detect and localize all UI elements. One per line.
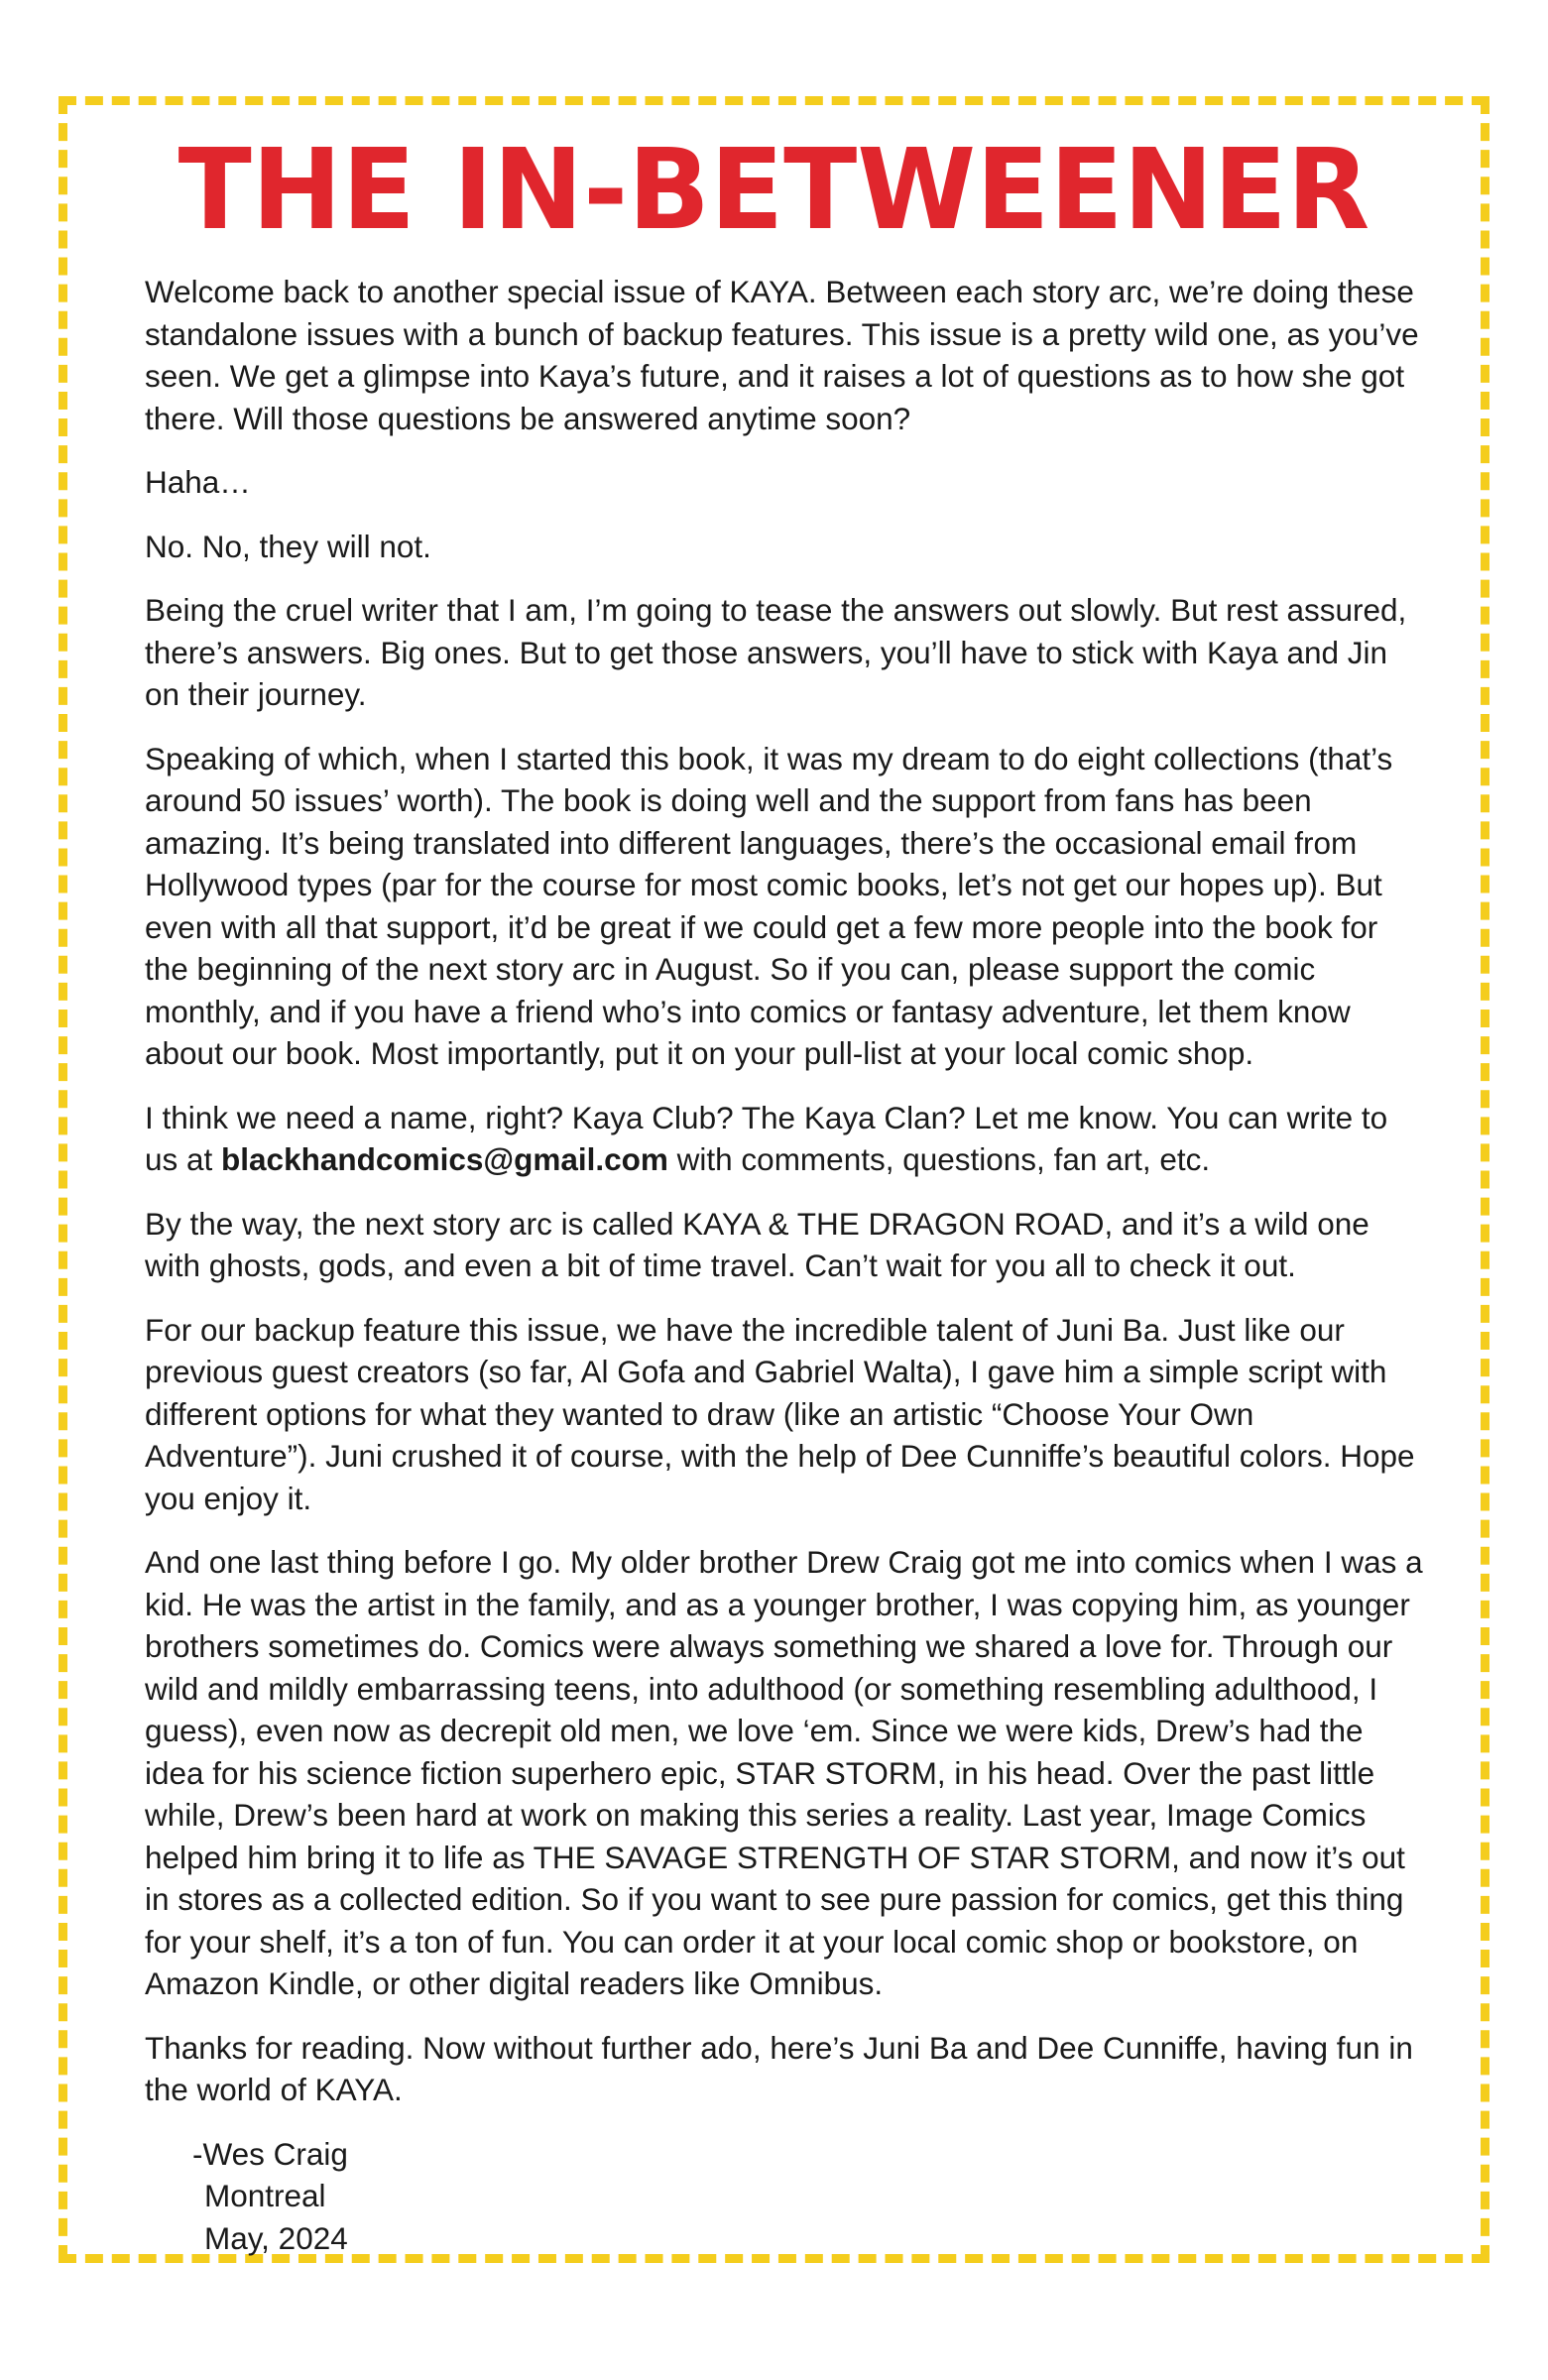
paragraph-haha: Haha…: [145, 464, 251, 500]
paragraph-backup-feature: For our backup feature this issue, we have the incredible talent of Juni Ba. Just like our previous guest creators (so far, Al Gofa and Gabriel Walta), I gave him a simple script with different options for what they wanted to draw (like an artistic “Choose Your Own Adventure”). Juni crushed it of course, with the help of Dee Cunniffe’s beautiful colors. Hope you enjoy it.: [145, 1311, 1415, 1516]
paragraph-no: No. No, they will not.: [145, 528, 431, 564]
contact-text-before: I think we need a name, right? Kaya Club? The Kaya Clan? Let me know. You can write to us at: [145, 1099, 1388, 1177]
paragraph-contact: [145, 1097, 1426, 1181]
paragraph-collections: Speaking of which, when I started this book, it was my dream to do eight collections (that’s around 50 issues’ worth). The book is doing well and the support from fans has been amazing. It’s being translated into different languages, there’s the occasional email from Hollywood types (par for the course for most comic books, let’s not get our hopes up). But even with all that support, it’d be great if we could get a few more people into the book for the beginning of the next story arc in August. So if you can, please support the comic monthly, and if you have a friend who’s into comics or fantasy adventure, let them know about our book. Most importantly, put it on your pull-list at your local comic shop.: [145, 740, 1393, 1071]
paragraph-thanks: Thanks for reading. Now without further ado, here’s Juni Ba and Dee Cunniffe, having fun in the world of KAYA.: [145, 2029, 1413, 2107]
paragraph-cruel-writer: Being the cruel writer that I am, I’m going to tease the answers out slowly. But rest assured, there’s answers. Big ones. But to get those answers, you’ll have to stick with Kaya and Jin on their journey.: [145, 592, 1407, 712]
page-title: THE IN-BETWEENER: [178, 126, 1370, 255]
letter-body: [145, 271, 1426, 2259]
signature-date: May, 2024: [204, 2219, 348, 2256]
signature-city: Montreal: [204, 2178, 326, 2213]
contact-text-after: with comments, questions, fan art, etc.: [667, 1141, 1211, 1177]
paragraph-brother: And one last thing before I go. My older brother Drew Craig got me into comics when I was a kid. He was the artist in the family, and as a younger brother, I was copying him, as younger brothers sometimes do. Comics were always something we shared a love for. Through our wild and mildly embarrassing teens, into adulthood (or something resembling adulthood, I guess), even now as decrepit old men, we love ‘em. Since we were kids, Drew’s had the idea for his science fiction superhero epic, STAR STORM, in his head. Over the past little while, Drew’s been hard at work on making this series a reality. Last year, Image Comics helped him bring it to life as THE SAVAGE STRENGTH OF STAR STORM, and now it’s out in stores as a collected edition. So if you want to see pure passion for comics, get this thing for your shelf, it’s a ton of fun. You can order it at your local comic shop or bookstore, on Amazon Kindle, or other digital readers like Omnibus.: [145, 1544, 1423, 2001]
paragraph-welcome: Welcome back to another special issue of KAYA. Between each story arc, we’re doing these standalone issues with a bunch of backup features. This issue is a pretty wild one, as you’ve seen. We get a glimpse into Kaya’s future, and it raises a lot of questions as to how she got there. Will those questions be answered anytime soon?: [145, 274, 1419, 436]
signature-block: [192, 2133, 1426, 2260]
contact-email: blackhandcomics@gmail.com: [221, 1141, 668, 1177]
signature-name: -Wes Craig: [192, 2135, 348, 2172]
paragraph-next-arc: By the way, the next story arc is called KAYA & THE DRAGON ROAD, and it’s a wild one with ghosts, gods, and even a bit of time travel. Can’t wait for you all to check it out.: [145, 1205, 1369, 1283]
